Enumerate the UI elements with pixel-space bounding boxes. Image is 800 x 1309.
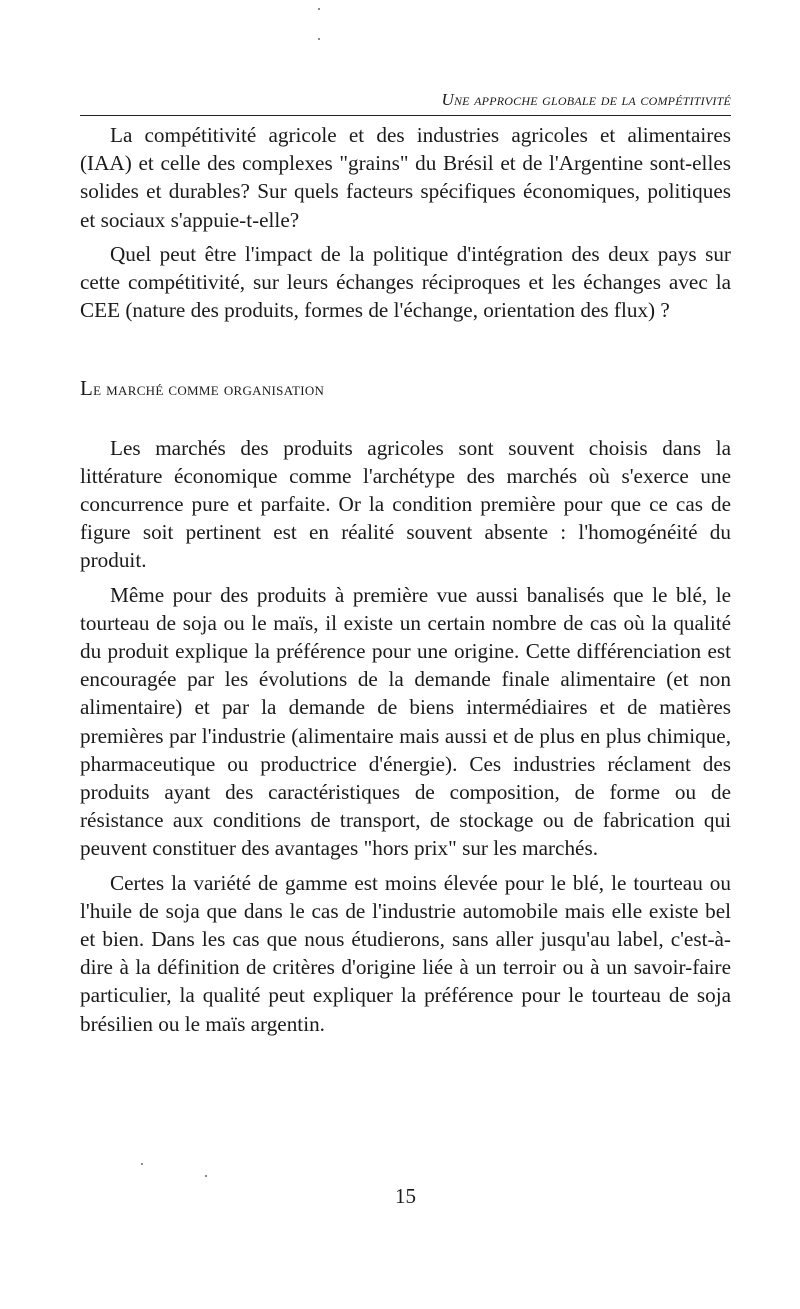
section-heading-initial: L <box>80 376 94 401</box>
section-heading <box>80 374 731 403</box>
section-heading-text: e marché comme organisation <box>93 379 325 400</box>
paragraph-intro-2: Quel peut être l'impact de la politique d'intégration des deux pays sur cette compétitivité, sur leurs échanges réciproques et les échanges avec la CEE (nature des produits, formes de l'échange, orientation des flux) ? <box>80 241 731 323</box>
page-number: 15 <box>395 1184 416 1208</box>
paragraph-section-2: Même pour des produits à première vue aussi banalisés que le blé, le tourteau de soja ou le maïs, il existe un certain nombre de cas où la qualité du produit explique la préférence pour une origine. Cette différenciation est encouragée par les évolutions de la demande finale alimentaire (et non alimentaire) et par la demande de biens intermédiaires et de matières premières par l'industrie (alimentaire mais aussi et de plus en plus chimique, pharmaceutique ou productrice d'énergie). Ces industries réclament des produits ayant des caractéristiques de composition, de forme ou de résistance aux conditions de transport, de stockage ou de fabrication qui peuvent constituer des avantages "hors prix" sur les marchés. <box>80 582 731 861</box>
scan-speck <box>205 1175 207 1177</box>
header-rule <box>80 115 731 116</box>
scan-speck <box>318 38 320 40</box>
spacer <box>80 330 731 374</box>
scan-speck <box>141 1163 143 1165</box>
paragraph-section-3: Certes la variété de gamme est moins élevée pour le blé, le tourteau ou l'huile de soja que dans le cas de l'industrie automobile mais elle existe bel et bien. Dans les cas que nous étudierons, sans aller jusqu'au label, c'est-à-dire à la définition de critères d'origine liée à un terroir ou à un savoir-faire particulier, la qualité peut expliquer la préférence pour le tourteau de soja brésilien ou le maïs argentin. <box>80 870 731 1036</box>
paragraph-intro-1: La compétitivité agricole et des industries agricoles et alimentaires (IAA) et celle des complexes "grains" du Brésil et de l'Argentine sont-elles solides et durables? Sur quels facteurs spécifiques économiques, politiques et sociaux s'appuie-t-elle? <box>80 123 731 232</box>
paragraph-section-1: Les marchés des produits agricoles sont souvent choisis dans la littérature économique comme l'archétype des marchés où s'exerce une concurrence pure et parfaite. Or la condition première pour que ce cas de figure soit pertinent est en réalité souvent absente : l'homogénéité du produit. <box>80 435 731 573</box>
spacer <box>80 404 731 434</box>
body-text <box>80 121 731 1044</box>
running-head: Une approche globale de la compétitivité <box>441 90 731 109</box>
scan-speck <box>318 8 320 10</box>
